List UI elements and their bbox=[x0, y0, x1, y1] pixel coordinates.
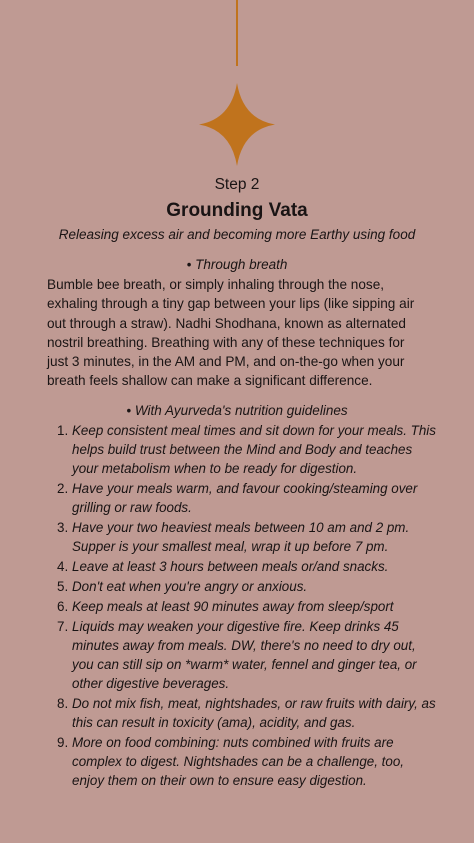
list-item-number: 4. bbox=[57, 559, 69, 574]
list-item-text: More on food combining: nuts combined with fruits are complex to digest. Nightshades can be a challenge, too, enjoy them on their own to ensure easy digestion. bbox=[72, 735, 405, 788]
list-item-number: 7. bbox=[57, 619, 69, 634]
breath-section-heading: • Through breath bbox=[186, 257, 288, 272]
list-item bbox=[57, 577, 437, 596]
page-subtitle: Releasing excess air and becoming more Earthy using food bbox=[58, 227, 416, 242]
page-title: Grounding Vata bbox=[166, 200, 308, 221]
list-item-number: 3. bbox=[57, 520, 69, 535]
list-item bbox=[57, 421, 437, 478]
list-item bbox=[57, 597, 437, 616]
list-item-text: Have your meals warm, and favour cooking/steaming over grilling or raw foods. bbox=[72, 481, 418, 515]
list-item-text: Don't eat when you're angry or anxious. bbox=[72, 579, 308, 594]
list-item-text: Keep consistent meal times and sit down for your meals. This helps build trust between the Mind and Body and teaches your metabolism when to be ready for digestion. bbox=[72, 423, 436, 476]
list-item bbox=[57, 518, 437, 556]
step-label: Step 2 bbox=[214, 176, 260, 193]
nutrition-section-heading: • With Ayurveda's nutrition guidelines bbox=[126, 403, 348, 418]
nutrition-guidelines-list bbox=[57, 421, 437, 791]
four-point-star-icon bbox=[199, 83, 275, 166]
list-item bbox=[57, 479, 437, 517]
list-item-text: Liquids may weaken your digestive fire. Keep drinks 45 minutes away from meals. DW, there's no need to dry out, you can still sip on *warm* water, fennel and ginger tea, or other digestive beverages. bbox=[72, 619, 417, 691]
list-item-text: Do not mix fish, meat, nightshades, or raw fruits with dairy, as this can result in toxicity (ama), acidity, and gas. bbox=[72, 696, 436, 730]
list-item-number: 5. bbox=[57, 579, 69, 594]
list-item-text: Leave at least 3 hours between meals or/and snacks. bbox=[72, 559, 389, 574]
list-item-number: 9. bbox=[57, 735, 69, 750]
list-item-number: 1. bbox=[57, 423, 69, 438]
list-item-number: 8. bbox=[57, 696, 69, 711]
list-item-number: 6. bbox=[57, 599, 69, 614]
list-item-text: Keep meals at least 90 minutes away from sleep/sport bbox=[72, 599, 394, 614]
list-item-number: 2. bbox=[57, 481, 69, 496]
list-item bbox=[57, 694, 437, 732]
list-item bbox=[57, 733, 437, 790]
hanging-line bbox=[236, 0, 238, 66]
breath-section-body: Bumble bee breath, or simply inhaling through the nose, exhaling through a tiny gap between your lips (like sipping air out through a straw). Nadhi Shodhana, known as alternated nostril breathing. Breathing with any of these techniques for just 3 minutes, in the AM and PM, and on-the-go when your breath feels shallow can make a significant difference. bbox=[47, 277, 415, 389]
list-item bbox=[57, 617, 437, 693]
list-item bbox=[57, 557, 437, 576]
list-item-text: Have your two heaviest meals between 10 am and 2 pm. Supper is your smallest meal, wrap it up before 7 pm. bbox=[72, 520, 410, 554]
